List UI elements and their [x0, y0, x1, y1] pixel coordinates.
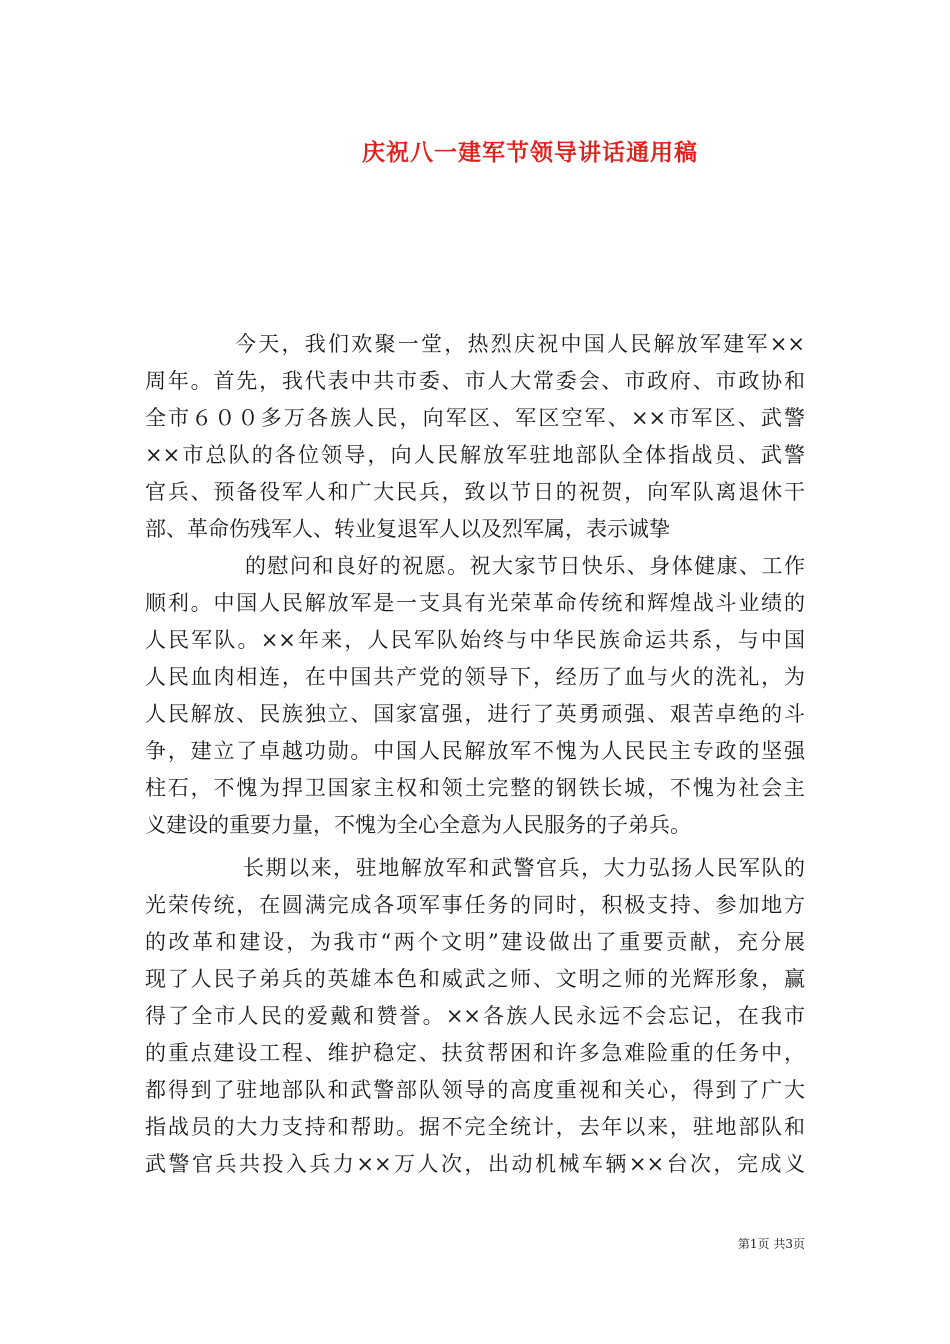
- text-line: 的慰问和良好的祝愿。祝大家节日快乐、身体健康、工作: [245, 554, 805, 578]
- text-line: 光荣传统，在圆满完成各项军事任务的同时，积极支持、参加地方: [145, 893, 805, 917]
- text-line: 官兵、预备役军人和广大民兵，致以节日的祝贺，向军队离退休干: [145, 480, 805, 504]
- text-line: 人民血肉相连，在中国共产党的领导下，经历了血与火的洗礼，为: [145, 665, 805, 689]
- text-line: ××市总队的各位领导，向人民解放军驻地部队全体指战员、武警: [145, 443, 805, 467]
- text-line: 得了全市人民的爱戴和赞誉。××各族人民永远不会忘记，在我市: [145, 1004, 805, 1028]
- paragraph-3: [145, 850, 805, 1183]
- document-title: 庆祝八一建军节领导讲话通用稿: [362, 140, 698, 166]
- text-line: 现了人民子弟兵的英雄本色和威武之师、文明之师的光辉形象，赢: [145, 967, 805, 991]
- text-line: 武警官兵共投入兵力××万人次，出动机械车辆××台次，完成义: [145, 1152, 805, 1176]
- text-line: 的重点建设工程、维护稳定、扶贫帮困和许多急难险重的任务中，: [145, 1041, 805, 1065]
- text-line: 人民解放、民族独立、国家富强，进行了英勇顽强、艰苦卓绝的斗: [145, 702, 805, 726]
- text-line: 都得到了驻地部队和武警部队领导的高度重视和关心，得到了广大: [145, 1078, 805, 1102]
- page-number: 第1页 共3页: [737, 1237, 805, 1251]
- text-line: 今天，我们欢聚一堂，热烈庆祝中国人民解放军建军××: [235, 332, 805, 356]
- paragraph-1: [145, 326, 805, 548]
- text-line: 周年。首先，我代表中共市委、市人大常委会、市政府、市政协和: [145, 369, 805, 393]
- text-line: 柱石，不愧为捍卫国家主权和领土完整的钢铁长城，不愧为社会主: [145, 776, 805, 800]
- text-line: 人民军队。××年来，人民军队始终与中华民族命运共系，与中国: [145, 628, 805, 652]
- text-line: 全市６００多万各族人民，向军区、军区空军、××市军区、武警: [145, 406, 805, 430]
- text-line: 的改革和建设，为我市“两个文明”建设做出了重要贡献，充分展: [145, 930, 805, 954]
- document-body: [145, 326, 805, 1183]
- text-line: 顺利。中国人民解放军是一支具有光荣革命传统和辉煌战斗业绩的: [145, 591, 805, 615]
- text-line: 长期以来，驻地解放军和武警官兵，大力弘扬人民军队的: [243, 856, 805, 880]
- text-line: 指战员的大力支持和帮助。据不完全统计，去年以来，驻地部队和: [145, 1115, 805, 1139]
- text-line: 部、革命伤残军人、转业复退军人以及烈军属，表示诚挚: [145, 517, 670, 541]
- text-line: 争，建立了卓越功勋。中国人民解放军不愧为人民民主专政的坚强: [145, 739, 805, 763]
- paragraph-2: [145, 548, 805, 844]
- text-line: 义建设的重要力量，不愧为全心全意为人民服务的子弟兵。: [145, 813, 691, 837]
